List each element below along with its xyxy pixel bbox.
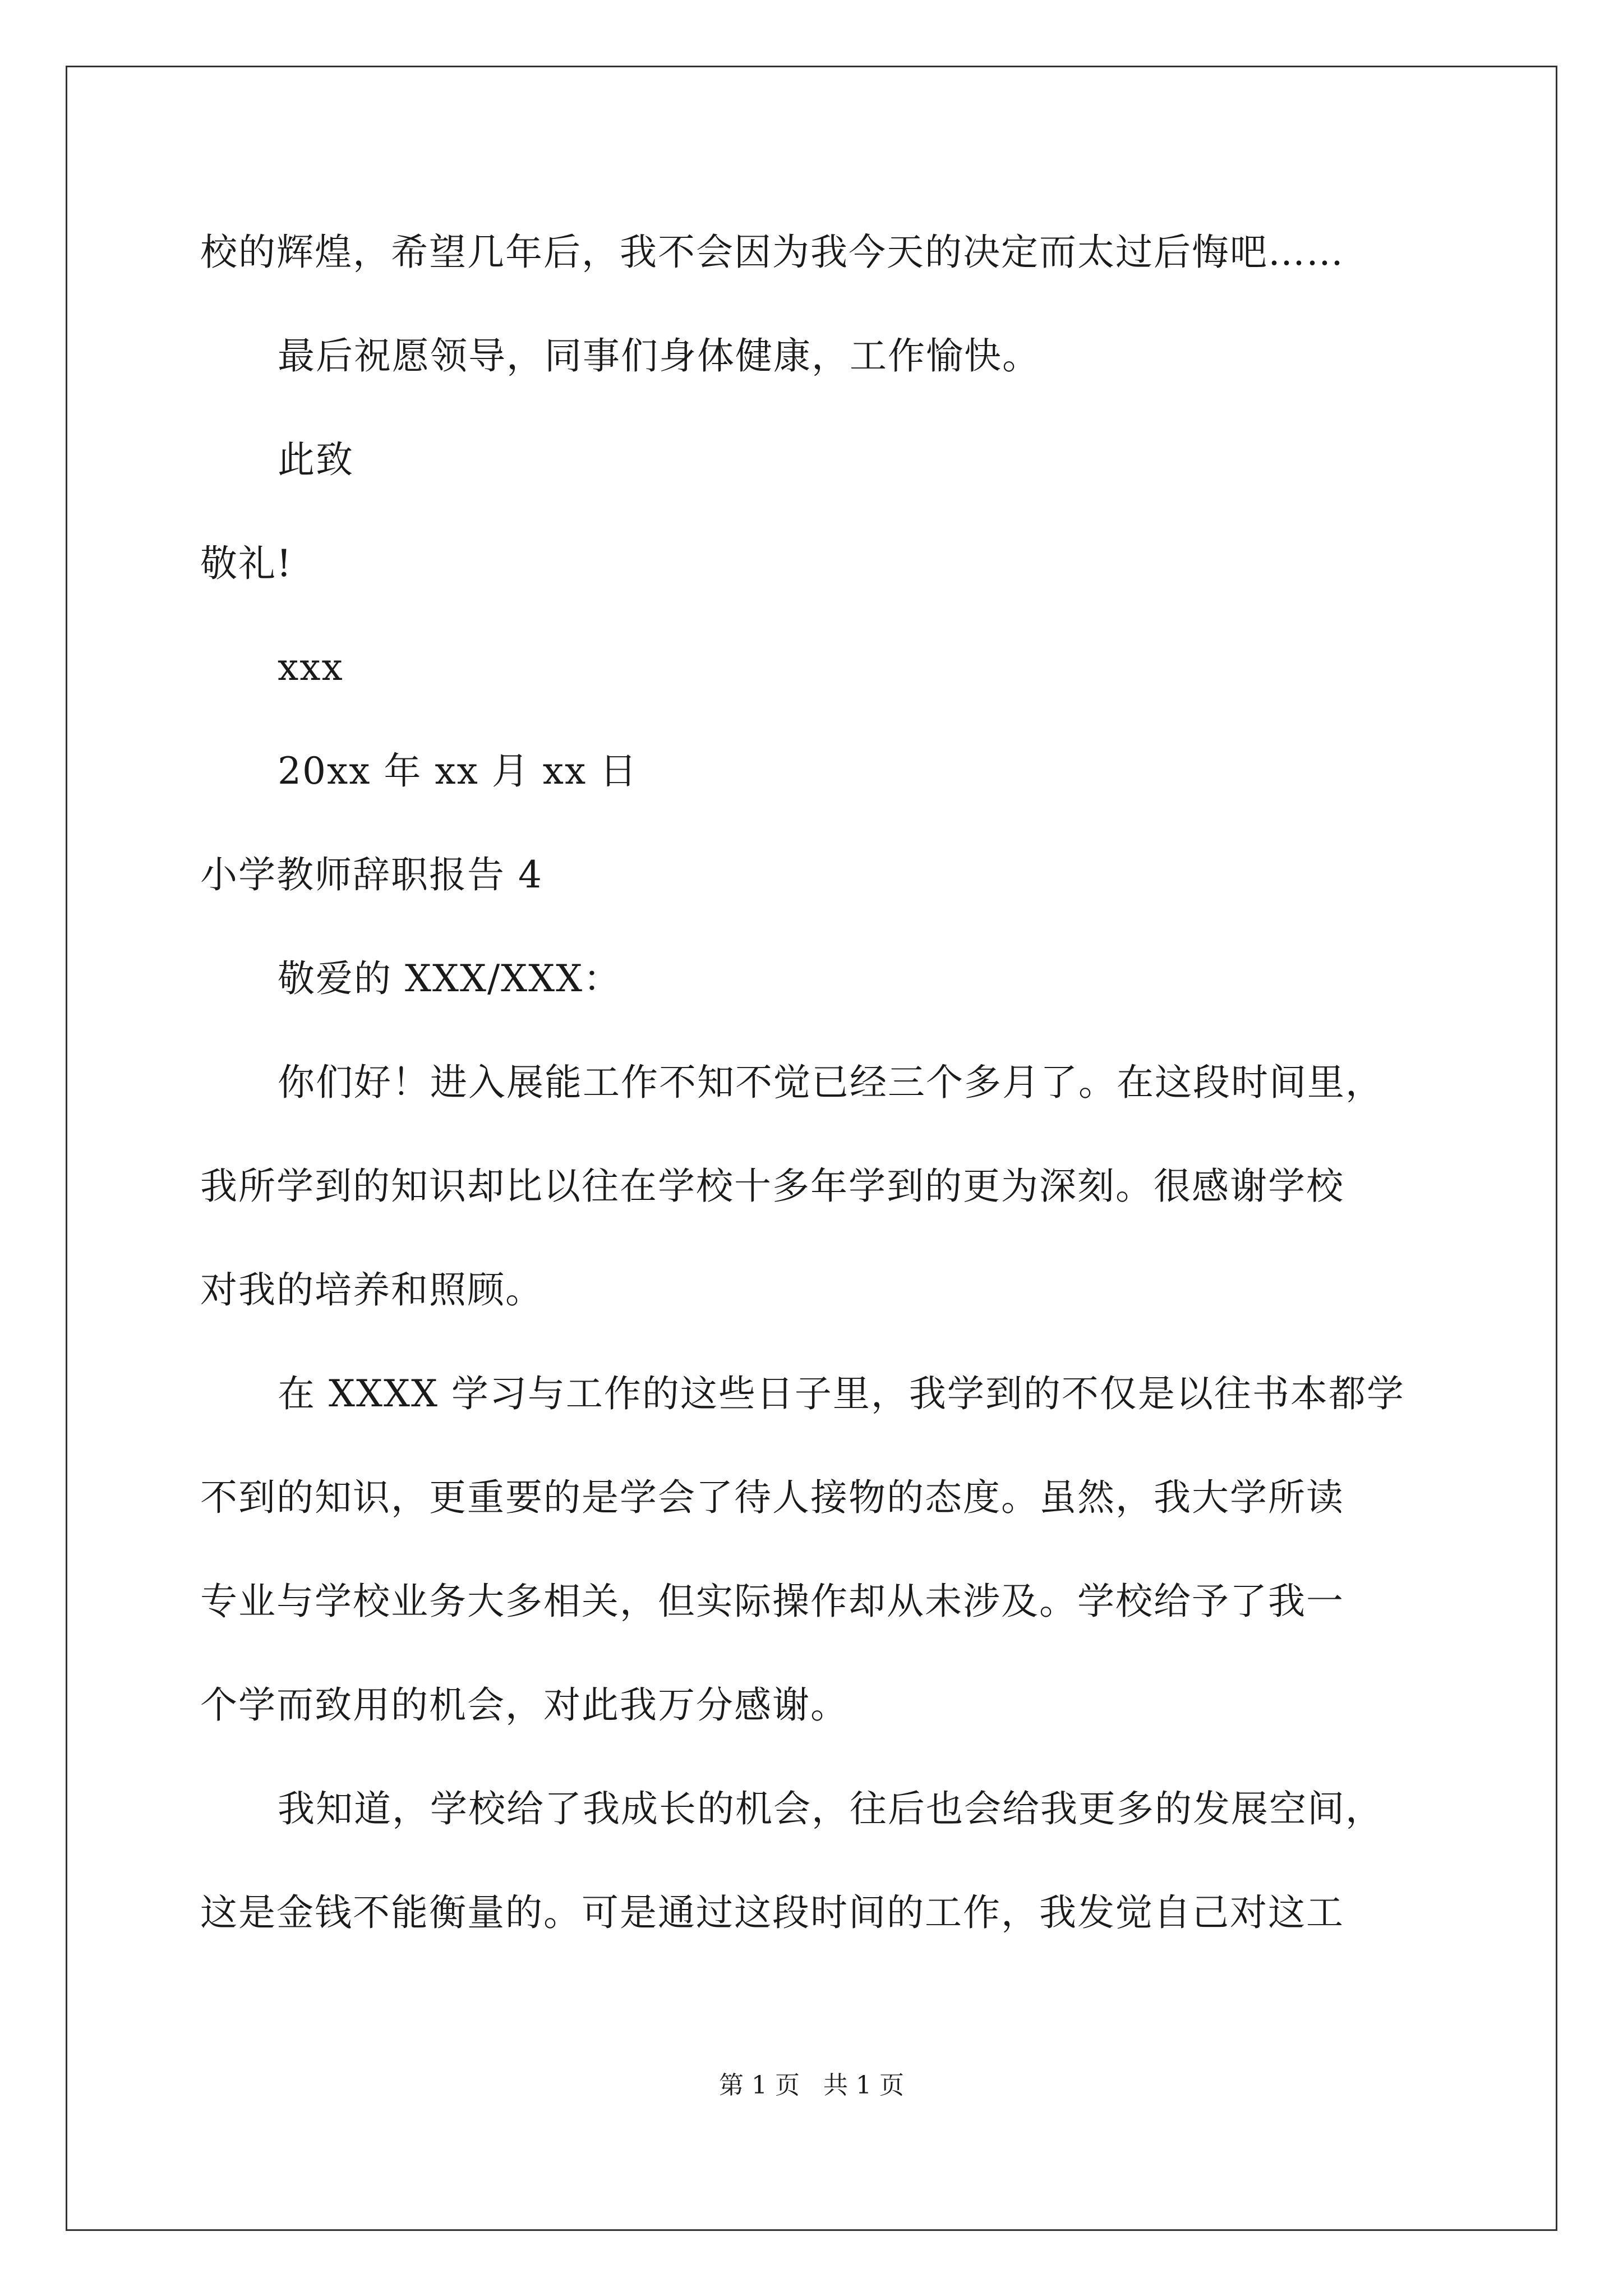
salutation-line: 此致 — [278, 438, 354, 481]
salutation-line: 敬礼! — [200, 542, 293, 585]
signature-date: 20xx 年 xx 月 xx 日 — [278, 749, 638, 793]
section-title: 小学教师辞职报告 4 — [200, 853, 543, 896]
text-line: 我知道，学校给了我成长的机会，往后也会给我更多的发展空间， — [278, 1787, 1384, 1830]
text-line: 对我的培养和照顾。 — [200, 1268, 543, 1312]
text-line: 你们好！进入展能工作不知不觉已经三个多月了。在这段时间里， — [278, 1061, 1384, 1104]
text-line: 这是金钱不能衡量的。可是通过这段时间的工作，我发觉自己对这工 — [200, 1891, 1344, 1934]
text-line: 我所学到的知识却比以往在学校十多年学到的更为深刻。很感谢学校 — [200, 1165, 1344, 1208]
text-line: 最后祝愿领导，同事们身体健康，工作愉快。 — [278, 334, 1040, 378]
text-line: 不到的知识，更重要的是学会了待人接物的态度。虽然，我大学所读 — [200, 1476, 1344, 1519]
text-line: 在 XXXX 学习与工作的这些日子里，我学到的不仅是以往书本都学 — [278, 1372, 1405, 1415]
text-line: 专业与学校业务大多相关，但实际操作却从未涉及。学校给予了我一 — [200, 1580, 1344, 1623]
text-line: 个学而致用的机会，对此我万分感谢。 — [200, 1683, 849, 1727]
text-line: 校的辉煌，希望几年后，我不会因为我今天的决定而太过后悔吧…… — [200, 231, 1344, 274]
signature-name: xxx — [278, 646, 344, 689]
page-footer: 第 1 页 共 1 页 — [719, 2071, 904, 2100]
greeting-line: 敬爱的 XXX/XXX： — [278, 957, 622, 1000]
